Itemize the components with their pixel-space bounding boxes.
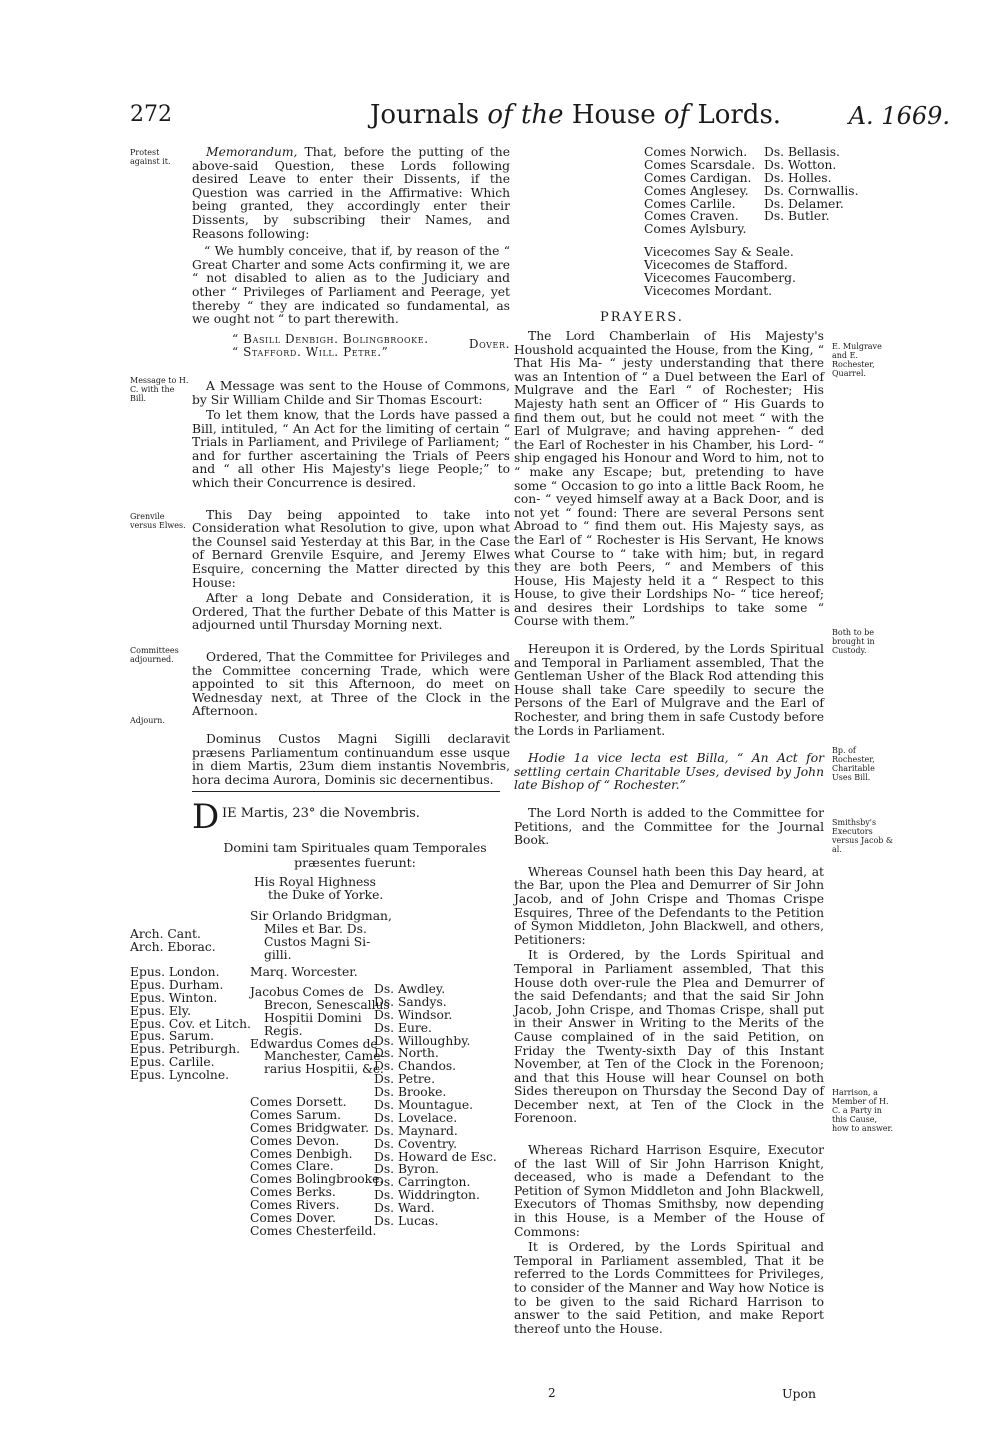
royal-list: His Royal Highness the Duke of Yorke. bbox=[254, 875, 384, 902]
left-column bbox=[192, 146, 510, 789]
smithsby-paragraph-2: It is Ordered, by the Lords Spiritual and Temporal in Parliament assembled, That this House doth over-rule the Plea and Demurrer of the said Defendants; and that the said Sir John Jacob, John Crispe, and Thomas Crispe, shall put in their Answer in Writing to the Merits of the Cause complained of in the said Petition, on Friday the Twenty-sixth Day of this Instant November, at Ten of the Clock in the Forenoon; and that this House will hear Counsel on both Sides thereupon on Thursday the Second Day of December next, at Ten of the Clock in the Forenoon. bbox=[514, 948, 824, 1126]
bishops-list: Epus. London. Epus. Durham. Epus. Winton. Epus. Ely. Epus. Cov. et Litch. Epus. Sarum. Epus. Petriburgh. Epus. Carlile. Epus. Lyncolne. bbox=[130, 965, 251, 1083]
harrison-paragraph-2: It is Ordered, by the Lords Spiritual and Temporal in Parliament assembled, That it be referred to the Lords Committees for Privileges, to consider of the Manner and Way how Notice is to be given to the said Richard Harrison to answer to the said Petition, and make Report thereof unto the House. bbox=[514, 1240, 824, 1336]
margin-note-rochester-bill: Bp. of Rochester, Charitable Uses Bill. bbox=[832, 746, 875, 782]
date-heading: IE Martis, 23° die Novembris. bbox=[222, 806, 420, 821]
barons-list: Ds. Awdley. Ds. Sandys. Ds. Windsor. Ds. Eure. Ds. Willoughby. Ds. North. Ds. Chandos. Ds. Petre. Ds. Brooke. Ds. Mountague. Ds. Lovelace. Ds. Maynard. Ds. Coventry. Ds. Howard de Esc. Ds. Byron. Ds. Carrington. Ds. Widdrington. Ds. Ward. Ds. Lucas. bbox=[374, 982, 497, 1229]
earls-list: Comes Dorsett. Comes Sarum. Comes Bridgwater. Comes Devon. Comes Denbigh. Comes Clare. Comes Bolingbrooke. Comes Berks. Comes Rivers. Comes Dover. Comes Chesterfeild. bbox=[250, 1095, 384, 1238]
grenvile-paragraph-2: After a long Debate and Consideration, it is Ordered, That the further Debate of this Matter is adjourned until Thursday Morning next. bbox=[192, 591, 510, 633]
margin-note-smithsby: Smithsby's Executors versus Jacob & al. bbox=[832, 818, 894, 854]
margin-note-grenvile: Grenvile versus Elwes. bbox=[130, 512, 186, 530]
journal-title: Journals of the House of Lords. bbox=[370, 100, 782, 130]
north-paragraph: The Lord North is added to the Committee for Petitions, and the Committee for the Journal Book. bbox=[514, 806, 824, 848]
smithsby-paragraph-1: Whereas Counsel hath been this Day heard, at the Bar, upon the Plea and Demurrer of Sir John Jacob, and of John Crispe and Thomas Crispe Esquires, Three of the Defendants to the Petition of Symon Middleton, John Blackwell, and others, Petitioners: bbox=[514, 864, 824, 947]
margin-note-committees: Committees adjourned. bbox=[130, 646, 179, 664]
barons-right-list: Ds. Bellasis. Ds. Wotton. Ds. Holles. Ds. Cornwallis. Ds. Delamer. Ds. Butler. bbox=[764, 145, 859, 224]
earls-right-list: Comes Norwich. Comes Scarsdale. Comes Cardigan. Comes Anglesey. Comes Carlile. Comes Craven. Comes Aylsbury. bbox=[644, 145, 756, 237]
signature-mark: 2 bbox=[548, 1386, 556, 1400]
harrison-paragraph-1: Whereas Richard Harrison Esquire, Executor of the last Will of Sir John Harrison Knight, deceased, who is made a Defendant to the Petition of Symon Middleton and John Blackwell, Executors of Thomas Smithsby, now depending in this House, is a Member of the House of Commons: bbox=[514, 1143, 824, 1239]
prayers-heading: PRAYERS. bbox=[600, 310, 684, 325]
dissent-signatures: “ Basill Denbigh. Bolingbrooke. “ Stafford. Will. Petre.” Dover. bbox=[232, 331, 510, 360]
message-paragraph-1: A Message was sent to the House of Commons, by Sir William Childe and Sir Thomas Escourt: bbox=[192, 378, 510, 407]
page-number: 272 bbox=[130, 102, 172, 127]
margin-note-harrison: Harrison, a Member of H. C. a Party in this Cause, how to answer. bbox=[832, 1088, 894, 1133]
officers-list: Jacobus Comes de Brecon, Senescallus Hospitii Domini Regis. Edwardus Comes de Manchester, Came- rarius Hospitii, &c. bbox=[250, 985, 390, 1077]
section-divider bbox=[192, 791, 500, 792]
page-header bbox=[130, 100, 950, 134]
hodie-paragraph: Hodie 1a vice lecta est Billa, “ An Act for settling certain Charitable Uses, devised by John late Bishop of “ Rochester.” bbox=[514, 751, 824, 793]
margin-note-message: Message to H. C. with the Bill. bbox=[130, 376, 189, 403]
committees-paragraph: Ordered, That the Committee for Privileges and the Committee concerning Trade, which were appointed to sit this Afternoon, do meet on Wednesday next, at Three of the Clock in the Afternoon. bbox=[192, 650, 510, 719]
margin-note-protest: Protest against it. bbox=[130, 148, 171, 166]
mulgrave-paragraph: The Lord Chamberlain of His Majesty's Houshold acquainted the House, from the King, “ That His Ma- “ jesty understanding that there was an Intention of “ a Duel between the Earl of Mulgrave and the Earl “ of Rochester; His Majesty hath sent an Officer of “ His Guards to find them out, but he could not meet “ with the Earl of Mulgrave; and having apprehen- “ ded the Earl of Rochester in his Chamber, his Lord- “ ship engaged his Honour and Word to him, not to “ make any Escape; but, pretending to have some “ Occasion to go into a little Back Room, he con- “ veyed himself away at a Back Door, and is not yet “ found: There are several Persons sent Abroad to “ find them out. His Majesty says, as the Earl of “ Rochester is His Servant, He knows what Course to “ take with him; but, in regard they are both Peers, “ and Members of this House, His Majesty held it a “ Respect to this House, to give their Lordships No- “ tice hereof; and desires their Lordships to take some “ Course with them.” bbox=[514, 329, 824, 629]
grenvile-paragraph-1: This Day being appointed to take into Consideration what Resolution to give, upon what the Counsel said Yesterday at this Bar, in the Case of Bernard Grenvile Esquire, and Jeremy Elwes Esquire, concerning the Matter directed by this House: bbox=[192, 507, 510, 590]
custody-paragraph: Hereupon it is Ordered, by the Lords Spiritual and Temporal in Parliament assembled, That the Gentleman Usher of the Black Rod attending this House shall take Care speedily to secure the Persons of the Earl of Mulgrave and the Earl of Rochester, and bring them in safe Custody before the Lords in Parliament. bbox=[514, 642, 824, 738]
drop-cap: D bbox=[192, 797, 220, 837]
margin-note-adjourn: Adjourn. bbox=[130, 716, 165, 725]
archbishops-list: Arch. Cant. Arch. Eborac. bbox=[130, 927, 216, 954]
catchword: Upon bbox=[782, 1386, 817, 1401]
marquess-list: Marq. Worcester. bbox=[250, 965, 358, 979]
signature-dover: Dover. bbox=[468, 337, 510, 352]
journal-year: A. 1669. bbox=[848, 102, 950, 130]
attendance-heading: Domini tam Spirituales quam Temporales præsentes fuerunt: bbox=[223, 840, 487, 870]
viscounts-list: Vicecomes Say & Seale. Vicecomes de Stafford. Vicecomes Faucomberg. Vicecomes Mordant. bbox=[644, 245, 796, 298]
dissent-reasons: “ We humbly conceive, that if, by reason of the “ Great Charter and some Acts confirming it, we are “ not disabled to alien as to the Judiciary and other “ Privileges of Parliament and Peerage, yet thereby “ they are indicated so fundamental, as we ought not “ to part therewith. bbox=[192, 244, 510, 327]
right-column bbox=[514, 330, 824, 1338]
margin-note-mulgrave: E. Mulgrave and E. Rochester, Quarrel. bbox=[832, 342, 882, 378]
adjourn-paragraph: Dominus Custos Magni Sigilli declaravit præsens Parliamentum continuandum esse usque in diem Martis, 23um diem instantis Novembris, hora decima Aurora, Dominis sic decernentibus. bbox=[192, 731, 510, 787]
message-paragraph-2: To let them know, that the Lords have passed a Bill, intituled, “ An Act for the limiting of certain “ Trials in Parliament, and Privilege of Parliament; “ and for further ascertaining the Trials of Peers and “ all other His Majesty's liege People;” to which their Concurrence is desired. bbox=[192, 408, 510, 491]
margin-note-custody: Both to be brought in Custody. bbox=[832, 628, 875, 655]
memorandum-paragraph: Memorandum, That, before the putting of the above-said Question, these Lords following desired Leave to enter their Dissents, if the Question was carried in the Affirmative: Which being granted, they accordingly enter their Dissents, by subscribing their Names, and Reasons following: bbox=[192, 145, 510, 241]
keeper-list: Sir Orlando Bridgman, Miles et Bar. Ds. Custos Magni Si- gilli. bbox=[250, 909, 392, 962]
